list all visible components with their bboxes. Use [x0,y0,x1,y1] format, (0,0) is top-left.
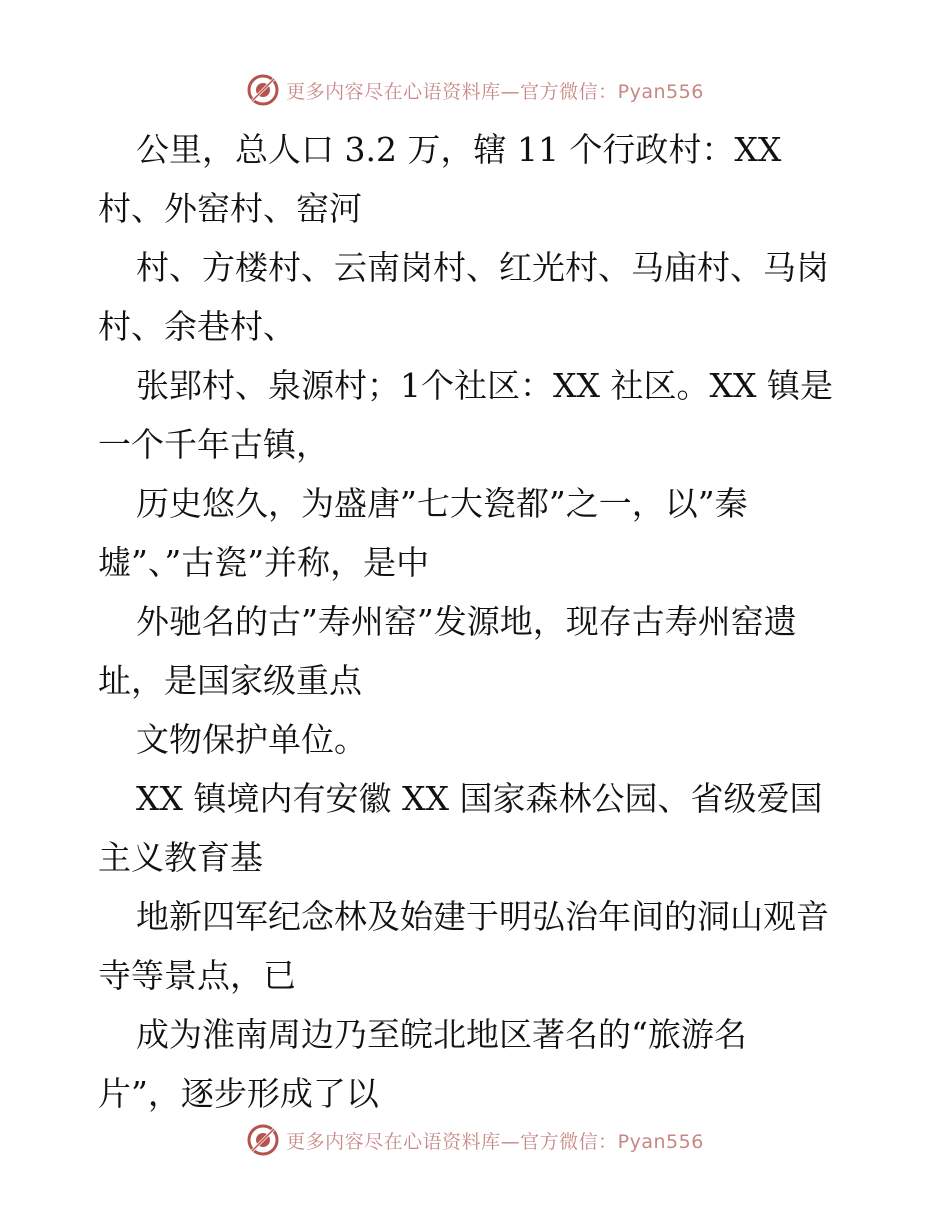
watermark-text: 更多内容尽在心语资料库—官方微信：Pyan556 [286,80,704,103]
text-line: 村、外窑村、窑河 [98,189,362,228]
watermark-text: 更多内容尽在心语资料库—官方微信：Pyan556 [286,1130,704,1153]
text-line: 历史悠久，为盛唐”七大瓷都”之一，以”秦 [136,484,748,523]
footer-watermark-banner [0,1120,950,1160]
text-line: 一个千年古镇， [98,425,329,464]
text-line: XX 镇境内有安徽 XX 国家森林公园、省级爱国 [136,779,823,818]
text-line: 文物保护单位。 [136,720,367,759]
text-line: 地新四军纪念林及始建于明弘治年间的洞山观音 [136,897,829,936]
text-line: 址，是国家级重点 [98,661,362,700]
text-line: 外驰名的古”寿州窑”发源地，现存古寿州窑遗 [136,602,797,641]
seal-logo-icon [246,1123,280,1157]
document-body [98,120,858,1123]
seal-logo-icon [246,73,280,107]
text-line: 寺等景点，已 [98,956,296,995]
text-line: 张郢村、泉源村；1个社区：XX 社区。XX 镇是 [136,366,833,405]
text-line: 公里，总人口 3.2 万，辖 11 个行政村：XX [136,130,782,169]
text-line: 村、方楼村、云南岗村、红光村、马庙村、马岗 [136,248,829,287]
text-line: 成为淮南周边乃至皖北地区著名的“旅游名 [136,1015,747,1054]
header-watermark-banner [0,70,950,110]
text-line: 村、余巷村、 [98,307,296,346]
text-line: 墟”、”古瓷”并称，是中 [98,543,430,582]
text-line: 片”，逐步形成了以 [98,1074,379,1113]
text-line: 主义教育基 [98,838,263,877]
